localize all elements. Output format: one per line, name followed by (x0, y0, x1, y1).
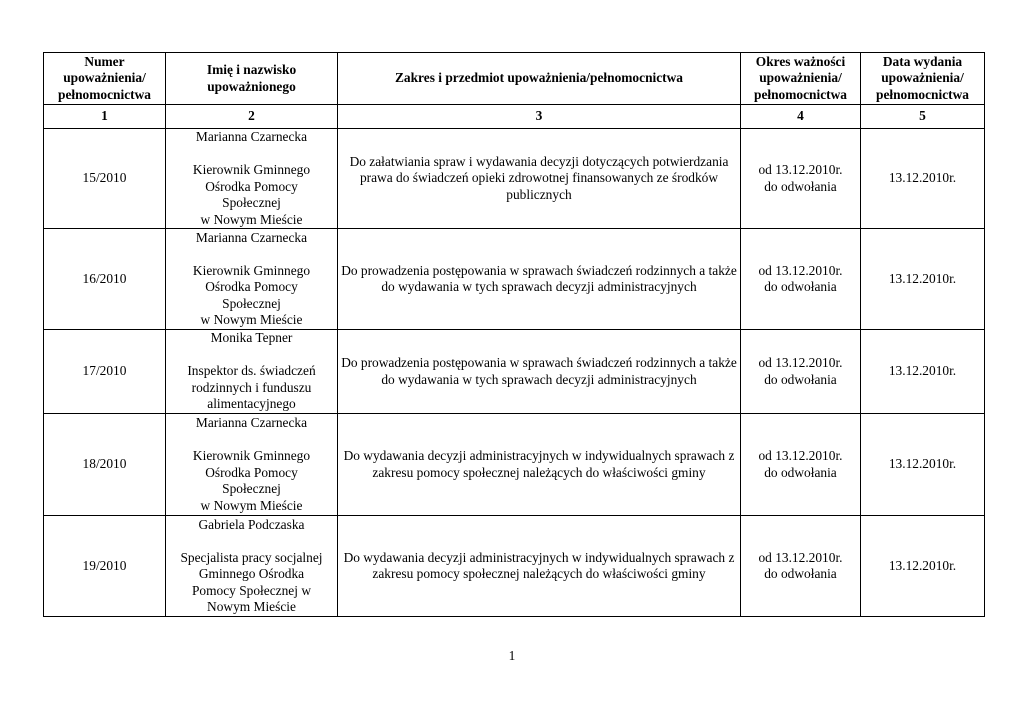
header-scope: Zakres i przedmiot upoważnienia/pełnomocnictwa (338, 53, 741, 105)
scope-text: Do wydawania decyzji administracyjnych w indywidualnych sprawach z zakresu pomocy społecznej należących do właściwości gminy (338, 516, 741, 617)
validity-from: od 13.12.2010r. (758, 262, 843, 278)
issue-date: 13.12.2010r. (861, 129, 985, 229)
row-number: 18/2010 (44, 414, 166, 516)
validity-until: do odwołania (764, 279, 837, 294)
validity-from: od 13.12.2010r. (758, 162, 843, 177)
header-issue-date: Data wydania upoważnienia/ pełnomocnictwa (861, 53, 985, 105)
issue-date: 13.12.2010r. (861, 229, 985, 330)
person-name: Marianna Czarnecka (195, 129, 308, 144)
header-number: Numer upoważnienia/ pełnomocnictwa (44, 53, 166, 105)
person-position-line: Kierownik Gminnego (192, 162, 311, 177)
person-position-line: Społecznej (222, 195, 281, 210)
column-number: 1 (44, 105, 166, 129)
person-position-line: Nowym Mieście (207, 599, 296, 614)
person-cell (166, 129, 338, 229)
scope-text: Do załatwiania spraw i wydawania decyzji dotyczących potwierdzania prawa do świadczeń opieki zdrowotnej finansowanych ze środków publicznych (338, 129, 741, 229)
validity-from: od 13.12.2010r. (758, 549, 843, 565)
header-row (44, 53, 985, 105)
validity-until: do odwołania (764, 566, 837, 581)
validity-until: do odwołania (764, 371, 837, 387)
validity-cell (741, 516, 861, 617)
person-position-line: Specjalista pracy socjalnej (180, 549, 323, 565)
column-number: 3 (338, 105, 741, 129)
person-name: Marianna Czarnecka (195, 415, 308, 430)
person-position-line: w Nowym Mieście (200, 497, 303, 513)
person-position-line: Społecznej (222, 295, 281, 311)
issue-date: 13.12.2010r. (861, 516, 985, 617)
person-position-line: Inspektor ds. świadczeń (187, 363, 316, 379)
person-cell (166, 516, 338, 617)
person-position-line: Kierownik Gminnego (192, 448, 311, 463)
column-number-row (44, 105, 985, 129)
table-row (44, 229, 985, 330)
person-position-line: Ośrodka Pomocy (205, 178, 298, 194)
person-name: Gabriela Podczaska (198, 516, 305, 532)
person-position-line: Ośrodka Pomocy (205, 279, 298, 294)
validity-from: od 13.12.2010r. (758, 448, 843, 463)
authorizations-table (43, 52, 985, 617)
column-number: 2 (166, 105, 338, 129)
validity-cell (741, 330, 861, 414)
person-position-line: Ośrodka Pomocy (205, 464, 298, 480)
table-row (44, 516, 985, 617)
table-row (44, 330, 985, 414)
person-position-line: w Nowym Mieście (200, 312, 303, 327)
person-name: Monika Tepner (210, 330, 293, 346)
issue-date: 13.12.2010r. (861, 414, 985, 516)
person-position-line: Gminnego Ośrodka (198, 566, 305, 581)
table-row (44, 414, 985, 516)
row-number: 17/2010 (44, 330, 166, 414)
page-number: 1 (508, 648, 516, 663)
validity-cell (741, 414, 861, 516)
scope-text: Do wydawania decyzji administracyjnych w indywidualnych sprawach z zakresu pomocy społecznej należących do właściwości gminy (338, 414, 741, 516)
issue-date: 13.12.2010r. (861, 330, 985, 414)
validity-until: do odwołania (764, 178, 837, 194)
header-name: Imię i nazwisko upoważnionego (166, 53, 338, 105)
person-position-line: w Nowym Mieście (200, 211, 303, 227)
header-validity: Okres ważności upoważnienia/ pełnomocnictwa (741, 53, 861, 105)
validity-cell (741, 129, 861, 229)
validity-cell (741, 229, 861, 330)
validity-from: od 13.12.2010r. (758, 355, 843, 370)
person-position-line: rodzinnych i funduszu (191, 379, 312, 395)
person-name: Marianna Czarnecka (195, 229, 308, 245)
row-number: 16/2010 (44, 229, 166, 330)
person-cell (166, 414, 338, 516)
scope-text: Do prowadzenia postępowania w sprawach świadczeń rodzinnych a także do wydawania w tych sprawach decyzji administracyjnych (338, 229, 741, 330)
person-cell (166, 229, 338, 330)
person-position-line: Pomocy Społecznej w (191, 582, 311, 598)
table-row (44, 129, 985, 229)
person-position-line: Kierownik Gminnego (192, 262, 311, 278)
person-position-line: alimentacyjnego (207, 396, 296, 412)
scope-text: Do prowadzenia postępowania w sprawach świadczeń rodzinnych a także do wydawania w tych sprawach decyzji administracyjnych (338, 330, 741, 414)
person-cell (166, 330, 338, 414)
validity-until: do odwołania (764, 464, 837, 480)
column-number: 4 (741, 105, 861, 129)
row-number: 15/2010 (44, 129, 166, 229)
person-position-line: Społecznej (222, 481, 281, 496)
column-number: 5 (861, 105, 985, 129)
row-number: 19/2010 (44, 516, 166, 617)
